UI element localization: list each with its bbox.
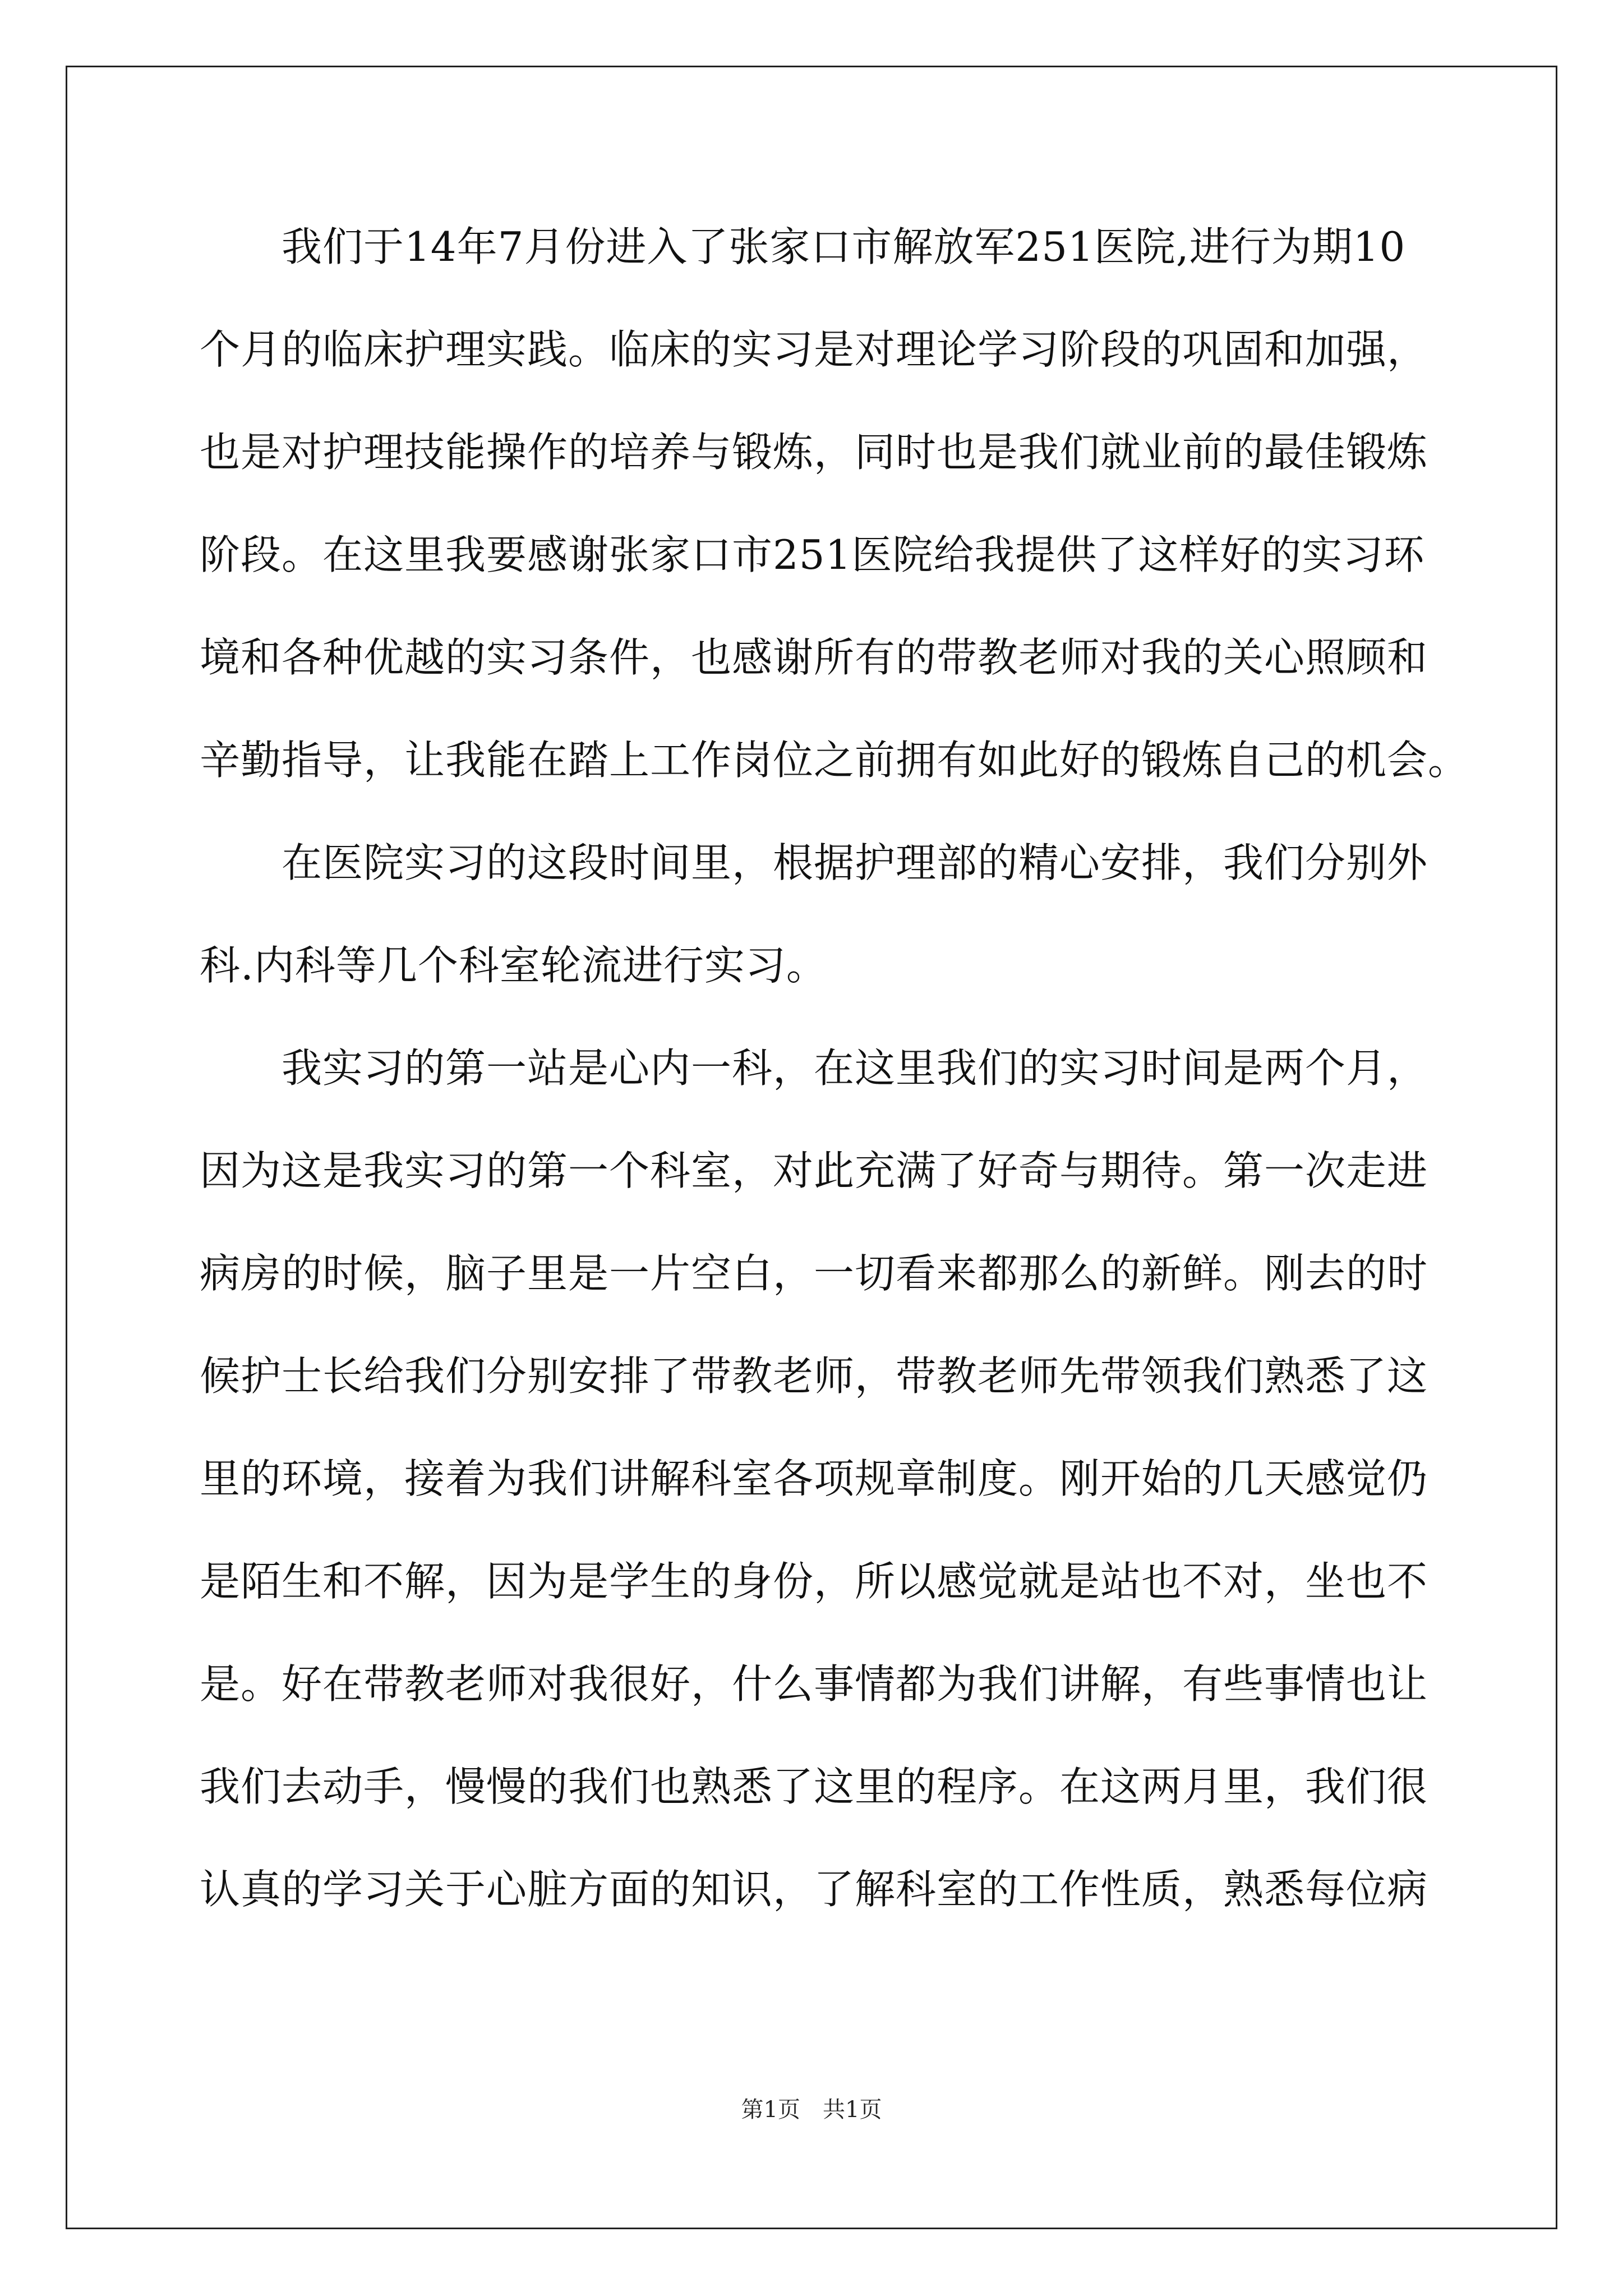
text-line: 我们去动手，慢慢的我们也熟悉了这里的程序。在这两月里，我们很 (200, 1763, 1428, 1810)
text-line: 是。好在带教老师对我很好，什么事情都为我们讲解，有些事情也让 (200, 1660, 1428, 1708)
text-line: 个月的临床护理实践。临床的实习是对理论学习阶段的巩固和加强， (200, 326, 1428, 373)
text-line: 境和各种优越的实习条件，也感谢所有的带教老师对我的关心照顾和 (200, 634, 1428, 681)
text-line: 候护士长给我们分别安排了带教老师，带教老师先带领我们熟悉了这 (200, 1352, 1428, 1400)
text-line: 因为这是我实习的第一个科室，对此充满了好奇与期待。第一次走进 (200, 1147, 1428, 1194)
text-line: 我们于14年7月份进入了张家口市解放军251医院,进行为期10 (282, 223, 1406, 270)
text-line: 科.内科等几个科室轮流进行实习。 (200, 942, 827, 989)
text-line: 里的环境，接着为我们讲解科室各项规章制度。刚开始的几天感觉仍 (200, 1455, 1428, 1502)
text-line: 病房的时候，脑子里是一片空白，一切看来都那么的新鲜。刚去的时 (200, 1250, 1428, 1297)
text-line: 阶段。在这里我要感谢张家口市251医院给我提供了这样好的实习环 (200, 531, 1425, 578)
text-line: 是陌生和不解，因为是学生的身份，所以感觉就是站也不对，坐也不 (200, 1558, 1428, 1605)
text-line: 辛勤指导，让我能在踏上工作岗位之前拥有如此好的锻炼自己的机会。 (200, 737, 1469, 784)
text-line: 认真的学习关于心脏方面的知识，了解科室的工作性质，熟悉每位病 (200, 1866, 1428, 1913)
text-line: 也是对护理技能操作的培养与锻炼，同时也是我们就业前的最佳锻炼 (200, 429, 1428, 476)
text-line: 在医院实习的这段时间里，根据护理部的精心安排，我们分别外 (282, 839, 1428, 886)
page-footer: 第1页 共1页 (741, 2097, 882, 2123)
text-line: 我实习的第一站是心内一科，在这里我们的实习时间是两个月， (282, 1045, 1428, 1092)
